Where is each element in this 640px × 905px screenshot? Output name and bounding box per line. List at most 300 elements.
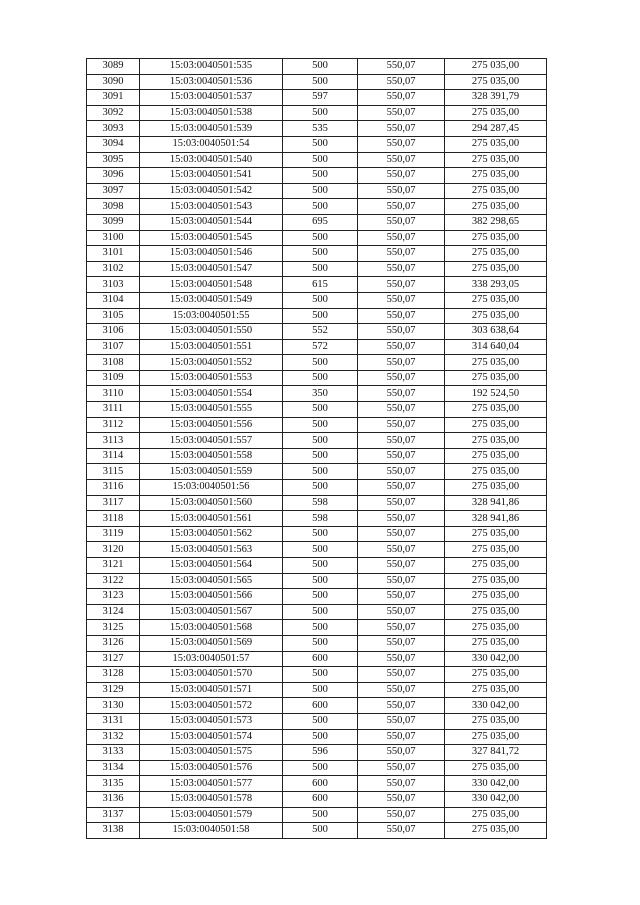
area-value-cell: 500	[283, 417, 358, 433]
cadastral-value-cell: 294 287,45	[445, 121, 547, 137]
row-number-cell: 3095	[87, 152, 140, 168]
table-row	[87, 74, 547, 90]
cadastral-value-cell: 275 035,00	[445, 152, 547, 168]
row-number-cell: 3136	[87, 791, 140, 807]
cadastral-number-cell: 15:03:0040501:560	[140, 495, 283, 511]
row-number-cell: 3092	[87, 105, 140, 121]
cadastral-number-cell: 15:03:0040501:575	[140, 745, 283, 761]
cadastral-value-cell: 338 293,05	[445, 277, 547, 293]
unit-price-cell: 550,07	[358, 292, 445, 308]
unit-price-cell: 550,07	[358, 495, 445, 511]
unit-price-cell: 550,07	[358, 573, 445, 589]
table-row	[87, 667, 547, 683]
cadastral-value-cell: 275 035,00	[445, 620, 547, 636]
cadastral-number-cell: 15:03:0040501:58	[140, 823, 283, 839]
area-value-cell: 500	[283, 589, 358, 605]
unit-price-cell: 550,07	[358, 339, 445, 355]
cadastral-number-cell: 15:03:0040501:546	[140, 246, 283, 262]
cadastral-value-cell: 275 035,00	[445, 292, 547, 308]
cadastral-value-cell: 275 035,00	[445, 370, 547, 386]
cadastral-value-cell: 275 035,00	[445, 823, 547, 839]
area-value-cell: 500	[283, 74, 358, 90]
unit-price-cell: 550,07	[358, 542, 445, 558]
table-row	[87, 651, 547, 667]
cadastral-number-cell: 15:03:0040501:540	[140, 152, 283, 168]
area-value-cell: 500	[283, 433, 358, 449]
cadastral-value-cell: 275 035,00	[445, 355, 547, 371]
unit-price-cell: 550,07	[358, 308, 445, 324]
cadastral-number-cell: 15:03:0040501:559	[140, 464, 283, 480]
cadastral-number-cell: 15:03:0040501:563	[140, 542, 283, 558]
area-value-cell: 572	[283, 339, 358, 355]
cadastral-value-cell: 330 042,00	[445, 791, 547, 807]
table-row	[87, 713, 547, 729]
unit-price-cell: 550,07	[358, 464, 445, 480]
unit-price-cell: 550,07	[358, 74, 445, 90]
area-value-cell: 500	[283, 230, 358, 246]
table-row	[87, 402, 547, 418]
cadastral-number-cell: 15:03:0040501:568	[140, 620, 283, 636]
cadastral-number-cell: 15:03:0040501:541	[140, 168, 283, 184]
unit-price-cell: 550,07	[358, 635, 445, 651]
unit-price-cell: 550,07	[358, 386, 445, 402]
unit-price-cell: 550,07	[358, 589, 445, 605]
area-value-cell: 500	[283, 823, 358, 839]
row-number-cell: 3135	[87, 776, 140, 792]
unit-price-cell: 550,07	[358, 558, 445, 574]
unit-price-cell: 550,07	[358, 791, 445, 807]
area-value-cell: 596	[283, 745, 358, 761]
area-value-cell: 500	[283, 136, 358, 152]
table-row	[87, 59, 547, 75]
cadastral-number-cell: 15:03:0040501:562	[140, 526, 283, 542]
row-number-cell: 3117	[87, 495, 140, 511]
cadastral-number-cell: 15:03:0040501:538	[140, 105, 283, 121]
cadastral-value-cell: 275 035,00	[445, 261, 547, 277]
row-number-cell: 3108	[87, 355, 140, 371]
area-value-cell: 600	[283, 776, 358, 792]
cadastral-number-cell: 15:03:0040501:576	[140, 760, 283, 776]
cadastral-value-cell: 275 035,00	[445, 760, 547, 776]
cadastral-value-cell: 275 035,00	[445, 807, 547, 823]
area-value-cell: 500	[283, 620, 358, 636]
cadastral-number-cell: 15:03:0040501:54	[140, 136, 283, 152]
area-value-cell: 350	[283, 386, 358, 402]
table-row	[87, 308, 547, 324]
cadastral-number-cell: 15:03:0040501:547	[140, 261, 283, 277]
row-number-cell: 3103	[87, 277, 140, 293]
row-number-cell: 3119	[87, 526, 140, 542]
row-number-cell: 3102	[87, 261, 140, 277]
cadastral-value-cell: 275 035,00	[445, 417, 547, 433]
cadastral-number-cell: 15:03:0040501:542	[140, 183, 283, 199]
area-value-cell: 500	[283, 105, 358, 121]
cadastral-value-cell: 275 035,00	[445, 682, 547, 698]
table-row	[87, 386, 547, 402]
area-value-cell: 500	[283, 558, 358, 574]
cadastral-value-cell: 192 524,50	[445, 386, 547, 402]
area-value-cell: 552	[283, 324, 358, 340]
cadastral-value-cell: 275 035,00	[445, 136, 547, 152]
area-value-cell: 535	[283, 121, 358, 137]
unit-price-cell: 550,07	[358, 667, 445, 683]
table-row	[87, 168, 547, 184]
row-number-cell: 3126	[87, 635, 140, 651]
cadastral-value-cell: 330 042,00	[445, 776, 547, 792]
table-row	[87, 558, 547, 574]
table-row	[87, 511, 547, 527]
unit-price-cell: 550,07	[358, 59, 445, 75]
row-number-cell: 3107	[87, 339, 140, 355]
row-number-cell: 3123	[87, 589, 140, 605]
row-number-cell: 3137	[87, 807, 140, 823]
cadastral-value-cell: 275 035,00	[445, 713, 547, 729]
cadastral-value-cell: 275 035,00	[445, 448, 547, 464]
cadastral-number-cell: 15:03:0040501:553	[140, 370, 283, 386]
cadastre-table	[86, 58, 547, 839]
area-value-cell: 500	[283, 355, 358, 371]
unit-price-cell: 550,07	[358, 402, 445, 418]
table-row	[87, 370, 547, 386]
cadastral-number-cell: 15:03:0040501:578	[140, 791, 283, 807]
cadastral-value-cell: 275 035,00	[445, 558, 547, 574]
cadastral-value-cell: 275 035,00	[445, 74, 547, 90]
row-number-cell: 3120	[87, 542, 140, 558]
cadastral-number-cell: 15:03:0040501:571	[140, 682, 283, 698]
cadastral-number-cell: 15:03:0040501:579	[140, 807, 283, 823]
row-number-cell: 3121	[87, 558, 140, 574]
unit-price-cell: 550,07	[358, 713, 445, 729]
cadastral-value-cell: 327 841,72	[445, 745, 547, 761]
cadastral-value-cell: 275 035,00	[445, 59, 547, 75]
cadastral-number-cell: 15:03:0040501:55	[140, 308, 283, 324]
table-row	[87, 604, 547, 620]
unit-price-cell: 550,07	[358, 823, 445, 839]
area-value-cell: 500	[283, 542, 358, 558]
cadastral-number-cell: 15:03:0040501:567	[140, 604, 283, 620]
row-number-cell: 3132	[87, 729, 140, 745]
row-number-cell: 3098	[87, 199, 140, 215]
cadastral-value-cell: 275 035,00	[445, 573, 547, 589]
row-number-cell: 3110	[87, 386, 140, 402]
row-number-cell: 3100	[87, 230, 140, 246]
table-row	[87, 292, 547, 308]
row-number-cell: 3109	[87, 370, 140, 386]
cadastral-value-cell: 275 035,00	[445, 526, 547, 542]
unit-price-cell: 550,07	[358, 745, 445, 761]
cadastral-number-cell: 15:03:0040501:557	[140, 433, 283, 449]
cadastral-number-cell: 15:03:0040501:569	[140, 635, 283, 651]
cadastral-value-cell: 328 391,79	[445, 90, 547, 106]
table-row	[87, 339, 547, 355]
cadastral-number-cell: 15:03:0040501:548	[140, 277, 283, 293]
row-number-cell: 3096	[87, 168, 140, 184]
row-number-cell: 3128	[87, 667, 140, 683]
cadastral-number-cell: 15:03:0040501:537	[140, 90, 283, 106]
row-number-cell: 3113	[87, 433, 140, 449]
area-value-cell: 598	[283, 511, 358, 527]
cadastral-number-cell: 15:03:0040501:565	[140, 573, 283, 589]
row-number-cell: 3099	[87, 214, 140, 230]
area-value-cell: 500	[283, 59, 358, 75]
cadastral-number-cell: 15:03:0040501:577	[140, 776, 283, 792]
table-row	[87, 214, 547, 230]
area-value-cell: 500	[283, 168, 358, 184]
area-value-cell: 500	[283, 526, 358, 542]
table-row	[87, 121, 547, 137]
unit-price-cell: 550,07	[358, 526, 445, 542]
area-value-cell: 500	[283, 199, 358, 215]
cadastral-value-cell: 314 640,04	[445, 339, 547, 355]
cadastral-number-cell: 15:03:0040501:554	[140, 386, 283, 402]
unit-price-cell: 550,07	[358, 90, 445, 106]
area-value-cell: 598	[283, 495, 358, 511]
table-row	[87, 183, 547, 199]
table-row	[87, 277, 547, 293]
unit-price-cell: 550,07	[358, 152, 445, 168]
cadastral-number-cell: 15:03:0040501:544	[140, 214, 283, 230]
table-row	[87, 90, 547, 106]
unit-price-cell: 550,07	[358, 760, 445, 776]
row-number-cell: 3125	[87, 620, 140, 636]
row-number-cell: 3124	[87, 604, 140, 620]
cadastral-value-cell: 275 035,00	[445, 604, 547, 620]
area-value-cell: 500	[283, 713, 358, 729]
table-row	[87, 542, 547, 558]
area-value-cell: 500	[283, 604, 358, 620]
unit-price-cell: 550,07	[358, 370, 445, 386]
table-row	[87, 635, 547, 651]
cadastral-number-cell: 15:03:0040501:545	[140, 230, 283, 246]
table-row	[87, 760, 547, 776]
area-value-cell: 500	[283, 573, 358, 589]
table-row	[87, 791, 547, 807]
cadastral-value-cell: 275 035,00	[445, 246, 547, 262]
row-number-cell: 3097	[87, 183, 140, 199]
cadastral-value-cell: 275 035,00	[445, 168, 547, 184]
area-value-cell: 500	[283, 635, 358, 651]
cadastral-number-cell: 15:03:0040501:535	[140, 59, 283, 75]
cadastral-number-cell: 15:03:0040501:564	[140, 558, 283, 574]
row-number-cell: 3127	[87, 651, 140, 667]
unit-price-cell: 550,07	[358, 651, 445, 667]
table-row	[87, 152, 547, 168]
table-row	[87, 620, 547, 636]
cadastral-value-cell: 275 035,00	[445, 402, 547, 418]
cadastral-number-cell: 15:03:0040501:551	[140, 339, 283, 355]
cadastral-value-cell: 330 042,00	[445, 698, 547, 714]
unit-price-cell: 550,07	[358, 807, 445, 823]
area-value-cell: 600	[283, 698, 358, 714]
table-row	[87, 698, 547, 714]
cadastral-value-cell: 275 035,00	[445, 230, 547, 246]
unit-price-cell: 550,07	[358, 136, 445, 152]
area-value-cell: 600	[283, 791, 358, 807]
row-number-cell: 3090	[87, 74, 140, 90]
cadastral-value-cell: 275 035,00	[445, 589, 547, 605]
cadastral-number-cell: 15:03:0040501:574	[140, 729, 283, 745]
table-row	[87, 246, 547, 262]
unit-price-cell: 550,07	[358, 729, 445, 745]
area-value-cell: 500	[283, 246, 358, 262]
table-row	[87, 729, 547, 745]
cadastral-value-cell: 275 035,00	[445, 667, 547, 683]
row-number-cell: 3138	[87, 823, 140, 839]
unit-price-cell: 550,07	[358, 480, 445, 496]
cadastral-number-cell: 15:03:0040501:558	[140, 448, 283, 464]
area-value-cell: 500	[283, 464, 358, 480]
row-number-cell: 3111	[87, 402, 140, 418]
table-row	[87, 136, 547, 152]
cadastral-number-cell: 15:03:0040501:572	[140, 698, 283, 714]
area-value-cell: 500	[283, 667, 358, 683]
table-row	[87, 355, 547, 371]
area-value-cell: 500	[283, 370, 358, 386]
unit-price-cell: 550,07	[358, 433, 445, 449]
unit-price-cell: 550,07	[358, 199, 445, 215]
unit-price-cell: 550,07	[358, 448, 445, 464]
table-row	[87, 261, 547, 277]
table-row	[87, 199, 547, 215]
cadastral-number-cell: 15:03:0040501:566	[140, 589, 283, 605]
table-row	[87, 433, 547, 449]
row-number-cell: 3112	[87, 417, 140, 433]
area-value-cell: 500	[283, 183, 358, 199]
table-row	[87, 776, 547, 792]
row-number-cell: 3114	[87, 448, 140, 464]
table-row	[87, 745, 547, 761]
unit-price-cell: 550,07	[358, 168, 445, 184]
cadastral-number-cell: 15:03:0040501:556	[140, 417, 283, 433]
cadastral-number-cell: 15:03:0040501:552	[140, 355, 283, 371]
row-number-cell: 3105	[87, 308, 140, 324]
table-row	[87, 230, 547, 246]
cadastral-number-cell: 15:03:0040501:573	[140, 713, 283, 729]
table-row	[87, 105, 547, 121]
table-row	[87, 526, 547, 542]
row-number-cell: 3129	[87, 682, 140, 698]
row-number-cell: 3106	[87, 324, 140, 340]
table-body	[87, 59, 547, 839]
cadastral-value-cell: 303 638,64	[445, 324, 547, 340]
cadastral-number-cell: 15:03:0040501:561	[140, 511, 283, 527]
cadastral-number-cell: 15:03:0040501:57	[140, 651, 283, 667]
cadastral-value-cell: 275 035,00	[445, 105, 547, 121]
unit-price-cell: 550,07	[358, 214, 445, 230]
table-row	[87, 823, 547, 839]
cadastral-number-cell: 15:03:0040501:549	[140, 292, 283, 308]
area-value-cell: 500	[283, 448, 358, 464]
unit-price-cell: 550,07	[358, 230, 445, 246]
area-value-cell: 500	[283, 308, 358, 324]
unit-price-cell: 550,07	[358, 417, 445, 433]
row-number-cell: 3101	[87, 246, 140, 262]
cadastral-value-cell: 328 941,86	[445, 511, 547, 527]
unit-price-cell: 550,07	[358, 277, 445, 293]
cadastral-number-cell: 15:03:0040501:550	[140, 324, 283, 340]
row-number-cell: 3131	[87, 713, 140, 729]
unit-price-cell: 550,07	[358, 121, 445, 137]
area-value-cell: 615	[283, 277, 358, 293]
table-row	[87, 589, 547, 605]
table-row	[87, 480, 547, 496]
cadastral-value-cell: 275 035,00	[445, 183, 547, 199]
area-value-cell: 500	[283, 152, 358, 168]
area-value-cell: 600	[283, 651, 358, 667]
unit-price-cell: 550,07	[358, 324, 445, 340]
cadastral-value-cell: 275 035,00	[445, 308, 547, 324]
unit-price-cell: 550,07	[358, 776, 445, 792]
area-value-cell: 500	[283, 682, 358, 698]
unit-price-cell: 550,07	[358, 511, 445, 527]
cadastral-number-cell: 15:03:0040501:543	[140, 199, 283, 215]
unit-price-cell: 550,07	[358, 355, 445, 371]
row-number-cell: 3093	[87, 121, 140, 137]
cadastral-number-cell: 15:03:0040501:570	[140, 667, 283, 683]
table-row	[87, 682, 547, 698]
row-number-cell: 3094	[87, 136, 140, 152]
area-value-cell: 597	[283, 90, 358, 106]
cadastral-value-cell: 275 035,00	[445, 635, 547, 651]
table-row	[87, 417, 547, 433]
area-value-cell: 500	[283, 480, 358, 496]
row-number-cell: 3089	[87, 59, 140, 75]
unit-price-cell: 550,07	[358, 246, 445, 262]
cadastral-value-cell: 328 941,86	[445, 495, 547, 511]
row-number-cell: 3104	[87, 292, 140, 308]
table-row	[87, 573, 547, 589]
table-row	[87, 495, 547, 511]
unit-price-cell: 550,07	[358, 604, 445, 620]
row-number-cell: 3118	[87, 511, 140, 527]
cadastral-value-cell: 330 042,00	[445, 651, 547, 667]
table-row	[87, 448, 547, 464]
cadastral-number-cell: 15:03:0040501:536	[140, 74, 283, 90]
row-number-cell: 3134	[87, 760, 140, 776]
unit-price-cell: 550,07	[358, 183, 445, 199]
area-value-cell: 500	[283, 729, 358, 745]
cadastral-value-cell: 275 035,00	[445, 729, 547, 745]
area-value-cell: 695	[283, 214, 358, 230]
row-number-cell: 3130	[87, 698, 140, 714]
cadastral-value-cell: 275 035,00	[445, 480, 547, 496]
area-value-cell: 500	[283, 402, 358, 418]
unit-price-cell: 550,07	[358, 620, 445, 636]
area-value-cell: 500	[283, 807, 358, 823]
area-value-cell: 500	[283, 292, 358, 308]
row-number-cell: 3091	[87, 90, 140, 106]
row-number-cell: 3133	[87, 745, 140, 761]
row-number-cell: 3122	[87, 573, 140, 589]
cadastral-value-cell: 275 035,00	[445, 433, 547, 449]
row-number-cell: 3116	[87, 480, 140, 496]
table-row	[87, 464, 547, 480]
unit-price-cell: 550,07	[358, 698, 445, 714]
row-number-cell: 3115	[87, 464, 140, 480]
cadastral-value-cell: 382 298,65	[445, 214, 547, 230]
cadastral-value-cell: 275 035,00	[445, 199, 547, 215]
table-row	[87, 807, 547, 823]
cadastral-number-cell: 15:03:0040501:555	[140, 402, 283, 418]
area-value-cell: 500	[283, 760, 358, 776]
table-row	[87, 324, 547, 340]
cadastral-value-cell: 275 035,00	[445, 464, 547, 480]
unit-price-cell: 550,07	[358, 261, 445, 277]
unit-price-cell: 550,07	[358, 105, 445, 121]
cadastral-value-cell: 275 035,00	[445, 542, 547, 558]
unit-price-cell: 550,07	[358, 682, 445, 698]
area-value-cell: 500	[283, 261, 358, 277]
